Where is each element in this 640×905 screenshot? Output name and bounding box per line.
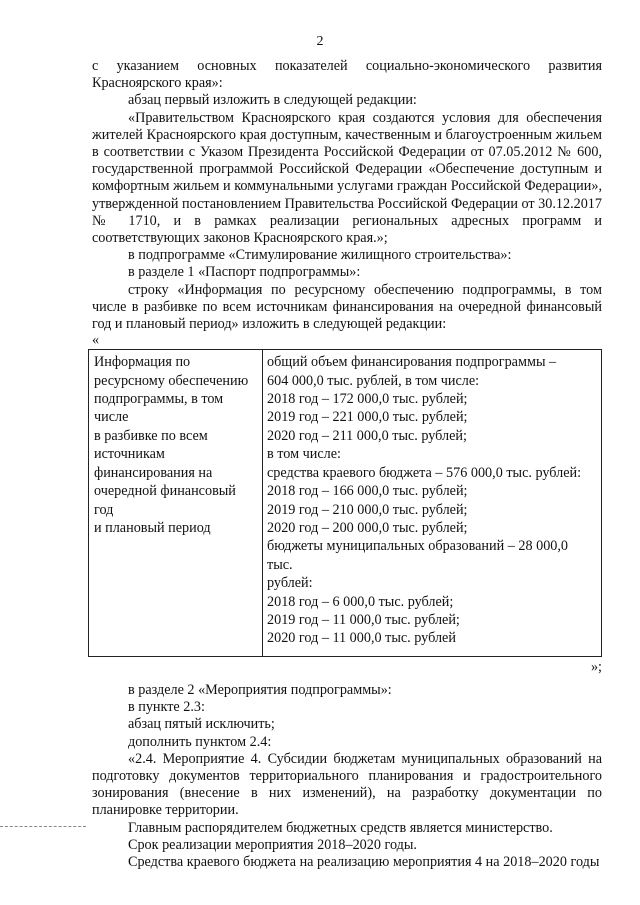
paragraph: Средства краевого бюджета на реализацию мероприятия 4 на 2018–2020 годы [128,853,600,870]
cell-line: средства краевого бюджета – 576 000,0 тыс. рублей: [267,464,582,481]
bottom-paragraphs [92,682,602,871]
cell-line: 2019 год – 210 000,0 тыс. рублей; [267,501,468,518]
paragraph: абзац первый изложить в следующей редакции: [128,92,417,109]
cell-line: 2018 год – 172 000,0 тыс. рублей; [267,391,468,408]
document-body [92,58,602,871]
cell-line: 2020 год – 11 000,0 тыс. рублей [267,630,456,647]
cell-line: 2019 год – 221 000,0 тыс. рублей; [267,409,468,426]
cell-line: очередной финансовый год [94,483,236,518]
cell-line: 2020 год – 200 000,0 тыс. рублей; [267,519,468,536]
top-paragraphs [92,58,602,333]
paragraph: в разделе 1 «Паспорт подпрограммы»: [128,264,361,281]
cell-line: в том числе: [267,446,341,463]
paragraph: в разделе 2 «Мероприятия подпрограммы»: [128,681,392,698]
page-number: 2 [316,34,324,49]
paragraph: дополнить пунктом 2.4: [128,733,272,750]
cell-line: 2020 год – 211 000,0 тыс. рублей; [267,427,467,444]
paragraph: с указанием основных показателей социально-экономического развития Красноярского края»: [92,58,602,92]
resource-info-value-cell [263,350,602,657]
cell-line: подпрограммы, в том числе [94,391,224,426]
paragraph: Срок реализации мероприятия 2018–2020 годы. [128,836,417,853]
footnote-separator [0,826,86,827]
paragraph: «2.4. Мероприятие 4. Субсидии бюджетам муниципальных образований на подготовку документов территориального планирования и градостроительного зонирования (внесение в них изменений), на разработку документации по планировке территории. [92,750,602,819]
paragraph: абзац пятый исключить; [128,716,275,733]
cell-line: 2018 год – 6 000,0 тыс. рублей; [267,593,454,610]
cell-line: источникам [94,446,165,463]
cell-line: Информация по [94,354,191,371]
cell-line: 2019 год – 11 000,0 тыс. рублей; [267,611,460,628]
paragraph: в пункте 2.3: [128,699,205,716]
cell-line: 2018 год – 166 000,0 тыс. рублей; [267,483,468,500]
close-quote: »; [590,658,602,675]
cell-line: 604 000,0 тыс. рублей, в том числе: [267,372,480,389]
table-row [89,350,602,657]
cell-line: рублей: [267,575,313,592]
paragraph: «Правительством Красноярского края создаются условия для обеспечения жителей Красноярского края доступным, качественным и благоустроенным жильем в соответствии с Указом Президента Российской Федерации от 07.05.2012 № 600, государственной программой Российской Федерации «Обеспечение доступным и комфортным жильем и коммунальными услугами граждан Российской Федерации», утвержденной постановлением Правительства Российской Федерации от 30.12.2017 № 1710, и в рамках реализации региональных адресных программ и соответствующих законов Красноярского края.»; [92,109,602,247]
cell-line: общий объем финансирования подпрограммы – [267,354,557,371]
cell-line: ресурсному обеспечению [94,372,249,389]
cell-line: в разбивке по всем [94,427,208,444]
cell-line: бюджеты муниципальных образований – 28 000,0 тыс. [267,538,569,573]
paragraph: Главным распорядителем бюджетных средств является министерство. [128,819,553,836]
open-quote: « [92,332,100,349]
resource-info-label-cell [89,350,263,657]
paragraph: строку «Информация по ресурсному обеспечению подпрограммы, в том числе в разбивке по всем источникам финансирования на очередной финансовый год и плановый период» изложить в следующей редакции: [92,281,602,333]
paragraph: в подпрограмме «Стимулирование жилищного строительства»: [128,247,512,264]
cell-line: финансирования на [94,464,213,481]
passport-table [88,349,602,657]
cell-line: и плановый период [94,519,211,536]
